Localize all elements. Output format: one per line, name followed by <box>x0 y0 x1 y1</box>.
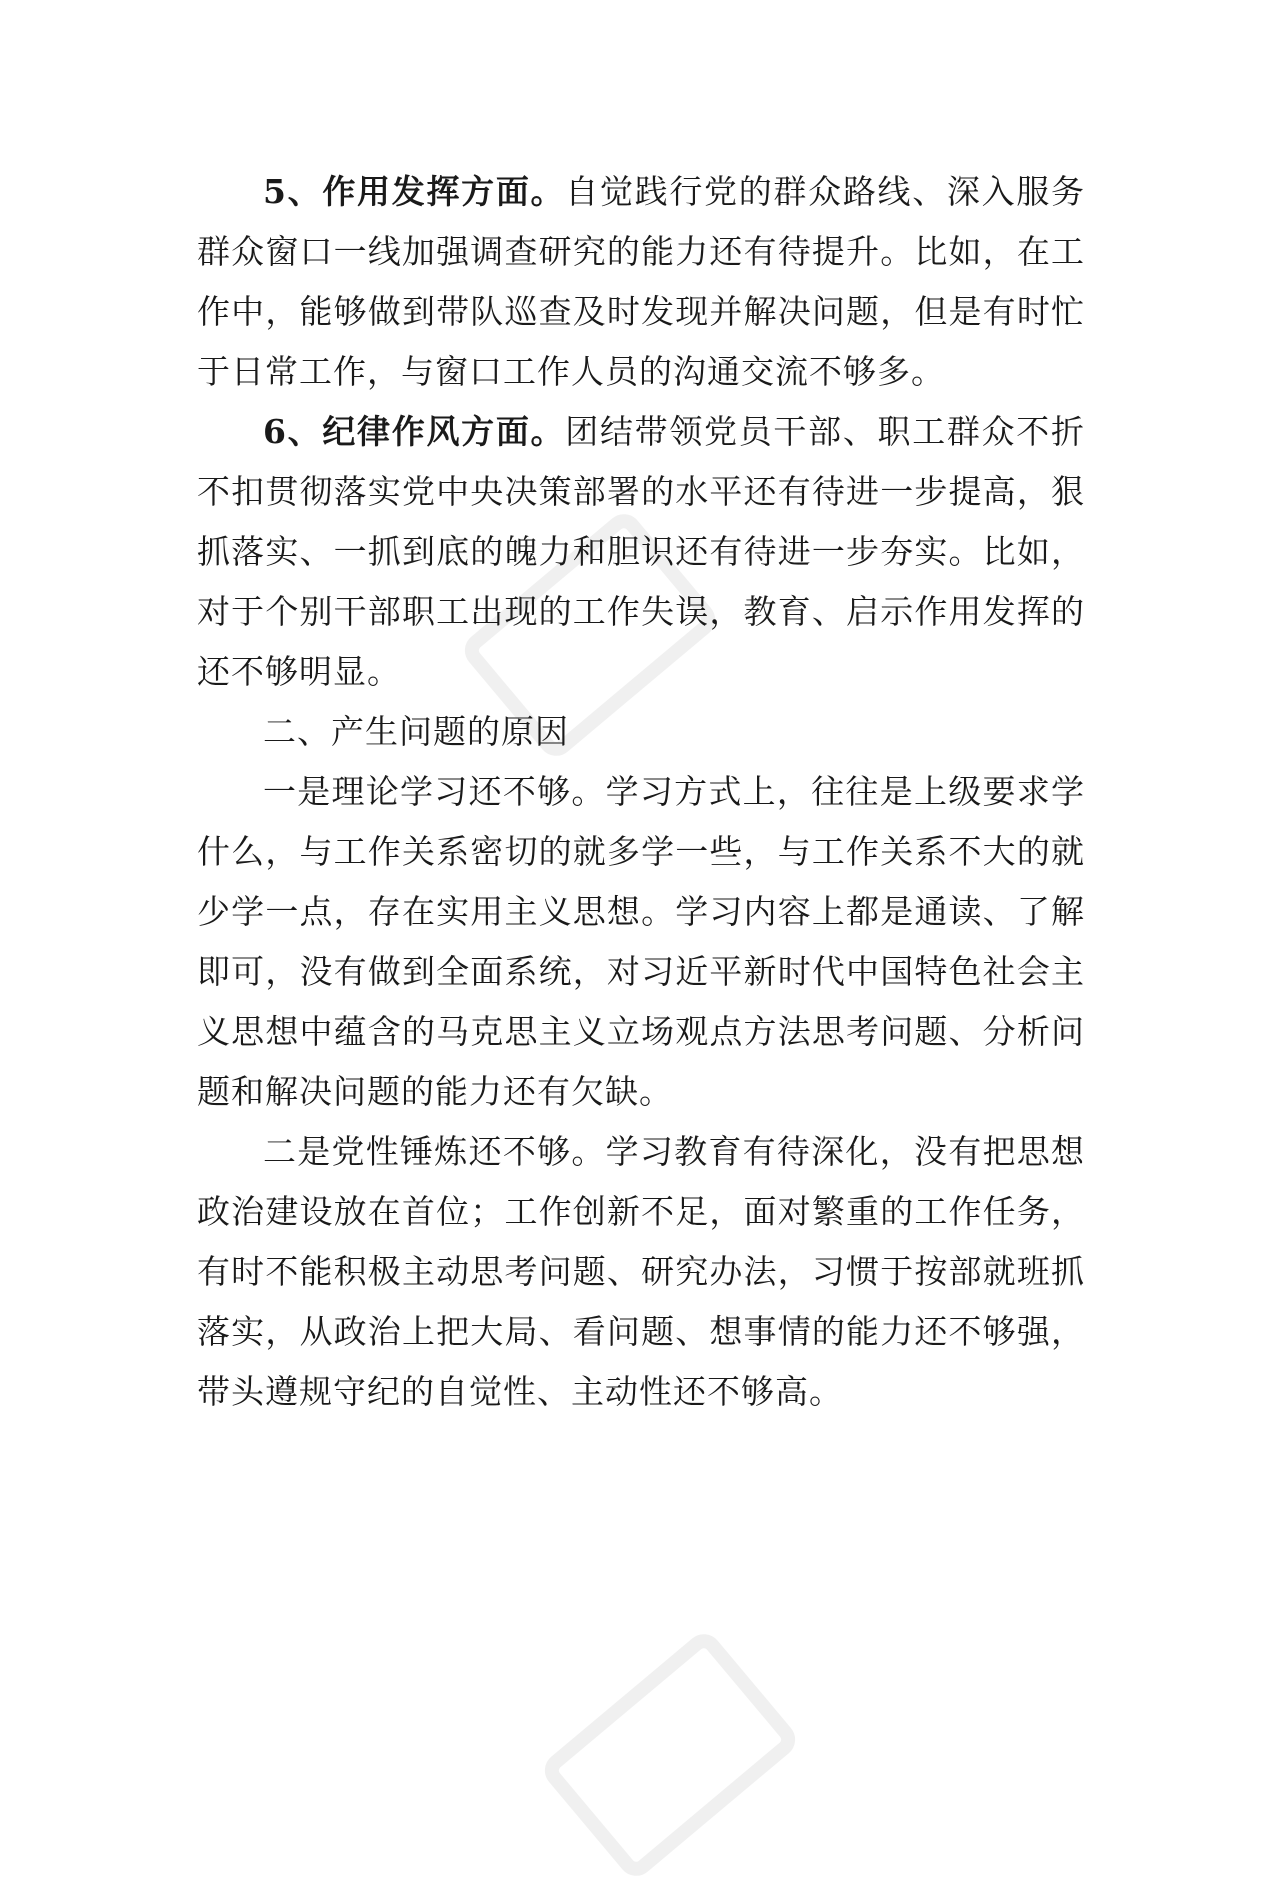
document-body <box>197 162 1085 1422</box>
paragraph-discipline-style <box>197 402 1085 702</box>
paragraph-theory-study: 一是理论学习还不够。学习方式上，往往是上级要求学什么，与工作关系密切的就多学一些，与工作关系不大的就少学一点，存在实用主义思想。学习内容上都是通读、了解即可，没有做到全面系统，对习近平新时代中国特色社会主义思想中蕴含的马克思主义立场观点方法思考问题、分析问题和解决问题的能力还有欠缺。 <box>197 772 1085 1111</box>
paragraph-role-effectiveness <box>197 162 1085 402</box>
paragraph-lead: 5、作用发挥方面。 <box>263 172 566 211</box>
watermark-graphic <box>538 1627 803 1883</box>
paragraph-text: 自觉践行党的群众路线、深入服务群众窗口一线加强调查研究的能力还有待提升。比如，在工作中，能够做到带队巡查及时发现并解决问题，但是有时忙于日常工作，与窗口工作人员的沟通交流不够多。 <box>197 172 1086 391</box>
paragraph-text: 团结带领党员干部、职工群众不折不扣贯彻落实党中央决策部署的水平还有待进一步提高，狠抓落实、一抓到底的魄力和胆识还有待进一步夯实。比如，对于个别干部职工出现的工作失误，教育、启示作用发挥的还不够明显。 <box>197 412 1086 691</box>
section-heading: 二、产生问题的原因 <box>263 712 569 751</box>
paragraph-party-spirit: 二是党性锤炼还不够。学习教育有待深化，没有把思想政治建设放在首位；工作创新不足，面对繁重的工作任务，有时不能积极主动思考问题、研究办法，习惯于按部就班抓落实，从政治上把大局、看问题、想事情的能力还不够强，带头遵规守纪的自觉性、主动性还不够高。 <box>197 1132 1085 1411</box>
paragraph-lead: 6、纪律作风方面。 <box>263 412 566 451</box>
